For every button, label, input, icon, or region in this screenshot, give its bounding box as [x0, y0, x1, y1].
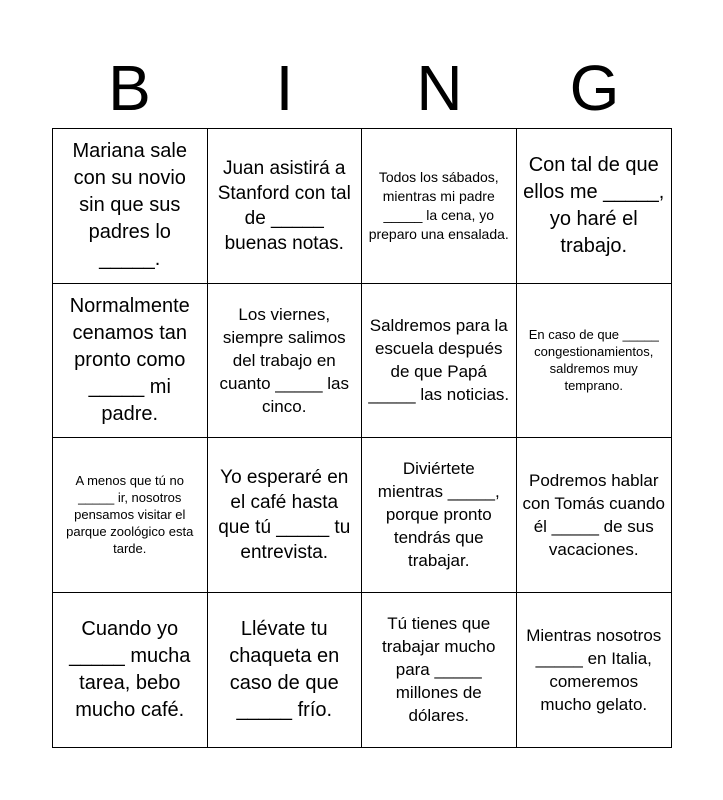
- cell-text: Mientras nosotros _____ en Italia, comeremos mucho gelato.: [526, 625, 662, 714]
- bingo-grid: [52, 128, 672, 748]
- cell-text: Llévate tu chaqueta en caso de que _____ frío.: [229, 617, 340, 721]
- cell-text: Juan asistirá a Stanford con tal de _____ buenas notas.: [217, 157, 351, 254]
- bingo-cell[interactable]: [208, 593, 363, 748]
- bingo-header: [52, 52, 672, 124]
- header-letter-g: G: [569, 52, 620, 124]
- bingo-cell[interactable]: [517, 438, 672, 593]
- bingo-cell[interactable]: [53, 438, 208, 593]
- cell-text: En caso de que _____ congestionamientos, saldremos muy temprano.: [528, 327, 659, 394]
- bingo-cell[interactable]: [208, 129, 363, 284]
- bingo-cell[interactable]: [362, 593, 517, 748]
- cell-text: Mariana sale con su novio sin que sus padres lo _____.: [72, 140, 187, 271]
- cell-text: Podremos hablar con Tomás cuando él _____ de sus vacaciones.: [522, 470, 665, 559]
- cell-text: Los viernes, siempre salimos del trabajo en cuanto _____ las cinco.: [219, 304, 349, 416]
- bingo-cell[interactable]: [362, 129, 517, 284]
- header-letter-i: I: [275, 52, 294, 124]
- cell-text: Diviértete mientras _____, porque pronto tendrás que trabajar.: [377, 459, 500, 571]
- cell-text: Cuando yo _____ mucha tarea, bebo mucho café.: [69, 617, 191, 721]
- header-letter-n: N: [416, 52, 463, 124]
- bingo-cell[interactable]: [517, 593, 672, 748]
- cell-text: Con tal de que ellos me _____, yo haré el trabajo.: [523, 153, 665, 257]
- cell-text: Yo esperaré en el café hasta que tú _____ tu entrevista.: [218, 466, 351, 563]
- bingo-cell[interactable]: [208, 438, 363, 593]
- bingo-cell[interactable]: [362, 438, 517, 593]
- bingo-cell[interactable]: [208, 284, 363, 439]
- bingo-cell[interactable]: [362, 284, 517, 439]
- bingo-cell[interactable]: [53, 129, 208, 284]
- cell-text: Tú tienes que trabajar mucho para _____ millones de dólares.: [382, 614, 496, 726]
- bingo-cell[interactable]: [53, 593, 208, 748]
- cell-text: Normalmente cenamos tan pronto como _____ mi padre.: [69, 294, 190, 425]
- cell-text: A menos que tú no _____ ir, nosotros pensamos visitar el parque zoológico esta tarde.: [66, 473, 194, 557]
- bingo-cell[interactable]: [517, 129, 672, 284]
- cell-text: Saldremos para la escuela después de que Papá _____ las noticias.: [368, 316, 510, 405]
- bingo-cell[interactable]: [517, 284, 672, 439]
- cell-text: Todos los sábados, mientras mi padre _____ la cena, yo preparo una ensalada.: [368, 168, 509, 242]
- bingo-cell[interactable]: [53, 284, 208, 439]
- header-letter-b: B: [108, 52, 151, 124]
